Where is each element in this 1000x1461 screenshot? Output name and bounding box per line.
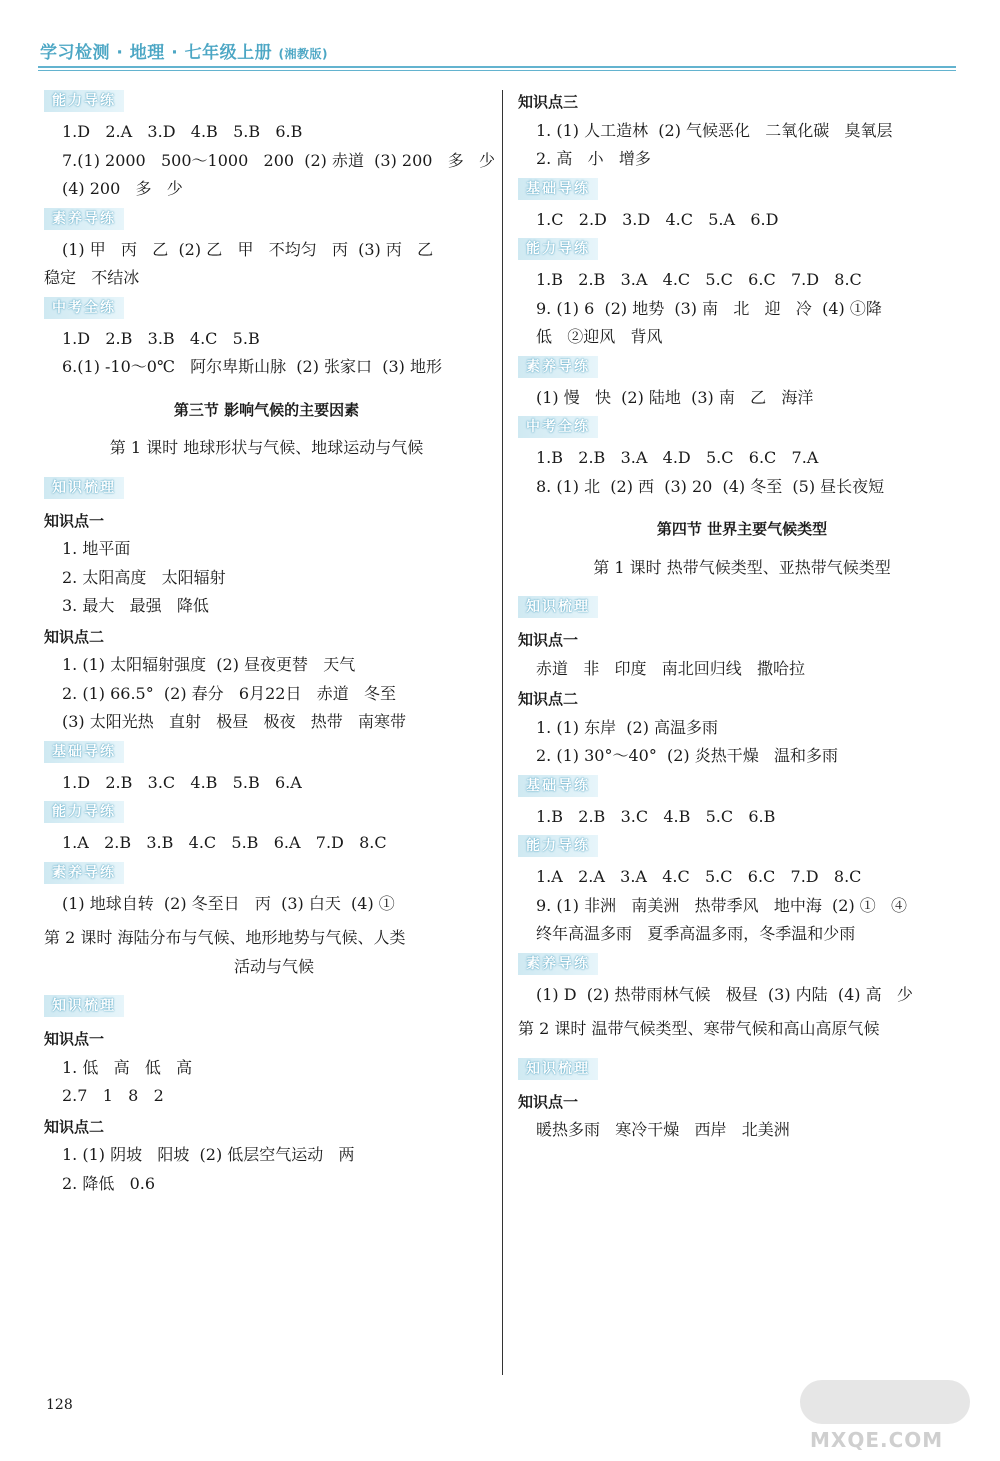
answer-line: 暖热多雨 寒冷干燥 西岸 北美洲 — [536, 1120, 790, 1139]
answer-line: 3. 最大 最强 降低 — [62, 596, 209, 615]
knowledge-point-heading: 知识点三 — [518, 93, 579, 111]
column-divider — [502, 90, 503, 1375]
answer-line: 1. 地平面 — [62, 539, 131, 558]
answer-line: (4) 200 多 少 — [62, 179, 183, 198]
knowledge-point-heading: 知识点二 — [518, 690, 579, 708]
section-tag: 素养导练 — [44, 862, 124, 884]
section-tag: 中考全练 — [518, 416, 598, 438]
section-tag: 素养导练 — [518, 953, 598, 975]
answer-line: 终年高温多雨 夏季高温多雨，冬季温和少雨 — [536, 924, 856, 943]
section-tag: 知识梳理 — [518, 1058, 598, 1080]
answer-line: 7.(1) 2000 500～1000 200 (2) 赤道 (3) 200 多 少 — [62, 150, 495, 170]
answer-line: (1) D (2) 热带雨林气候 极昼 (3) 内陆 (4) 高 少 — [536, 984, 913, 1004]
answer-line: 1. (1) 东岸 (2) 高温多雨 — [536, 717, 719, 737]
answer-line: 1. 低 高 低 高 — [62, 1057, 193, 1077]
header-edition: (湘教版) — [278, 47, 328, 61]
knowledge-point-heading: 知识点一 — [44, 1030, 105, 1048]
lesson-heading: 第 1 课时 地球形状与气候、地球运动与气候 — [109, 438, 424, 457]
answer-line: 赤道 非 印度 南北回归线 撒哈拉 — [536, 658, 806, 678]
answer-line: (3) 太阳光热 直射 极昼 极夜 热带 南寒带 — [62, 712, 407, 731]
running-header — [40, 38, 328, 63]
knowledge-point-heading: 知识点一 — [44, 511, 105, 530]
knowledge-point-heading: 知识点二 — [44, 1117, 105, 1136]
header-title: 学习检测 · 地理 · 七年级上册 — [40, 43, 273, 63]
answer-line: 2. 降低 0.6 — [62, 1173, 156, 1193]
right-column — [518, 86, 966, 1145]
answer-line: 1. (1) 人工造林 (2) 气候恶化 二氧化碳 臭氧层 — [536, 120, 893, 140]
answer-line: 1.B 2.B 3.C 4.B 5.C 6.B — [536, 806, 776, 826]
answer-line: 1.D 2.A 3.D 4.B 5.B 6.B — [62, 122, 303, 141]
lesson-heading-line: 第 2 课时 海陆分布与气候、地形地势与气候、人类 — [44, 928, 406, 947]
lesson-heading: 第 1 课时 热带气候类型、亚热带气候类型 — [593, 557, 891, 577]
section-tag: 知识梳理 — [44, 995, 124, 1017]
section-heading: 第四节 世界主要气候类型 — [656, 520, 828, 538]
section-tag: 基础导练 — [518, 775, 598, 797]
answer-line: 低 ②迎风 背风 — [536, 327, 663, 346]
answer-line: 6.(1) -10～0℃ 阿尔卑斯山脉 (2) 张家口 (3) 地形 — [62, 357, 442, 376]
lesson-heading: 第 2 课时 温带气候类型、寒带气候和高山高原气候 — [518, 1019, 880, 1038]
answer-line: 1. (1) 阴坡 阳坡 (2) 低层空气运动 两 — [62, 1145, 355, 1164]
watermark-text: MXQE.COM — [810, 1428, 944, 1452]
answer-line: 2. 高 小 增多 — [536, 149, 651, 168]
section-tag: 能力导练 — [44, 90, 124, 112]
answer-line: (1) 慢 快 (2) 陆地 (3) 南 乙 海洋 — [536, 387, 814, 407]
answer-line: 2. 太阳高度 太阳辐射 — [62, 567, 226, 587]
section-tag: 能力导练 — [44, 801, 124, 823]
answer-line: 稳定 不结冰 — [44, 268, 140, 287]
answer-line: 8. (1) 北 (2) 西 (3) 20 (4) 冬至 (5) 昼长夜短 — [536, 476, 885, 496]
answer-line: 1.B 2.B 3.A 4.C 5.C 6.C 7.D 8.C — [536, 270, 862, 289]
page-number: 128 — [46, 1397, 73, 1413]
answer-line: 2. (1) 30°～40° (2) 炎热干燥 温和多雨 — [536, 746, 839, 765]
knowledge-point-heading: 知识点一 — [518, 1092, 579, 1111]
answer-line: 1.D 2.B 3.C 4.B 5.B 6.A — [62, 772, 302, 792]
section-tag: 素养导练 — [518, 356, 598, 378]
knowledge-point-heading: 知识点二 — [44, 627, 105, 646]
knowledge-point-heading: 知识点一 — [518, 631, 579, 649]
section-heading: 第三节 影响气候的主要因素 — [173, 400, 360, 419]
answer-line: 2.7 1 8 2 — [62, 1086, 164, 1105]
answer-line: 1.B 2.B 3.A 4.D 5.C 6.C 7.A — [536, 448, 819, 467]
answer-line: 1. (1) 太阳辐射强度 (2) 昼夜更替 天气 — [62, 655, 356, 674]
section-tag: 知识梳理 — [518, 596, 598, 618]
watermark — [800, 1380, 970, 1460]
header-rule-thin — [38, 70, 956, 71]
section-tag: 基础导练 — [518, 178, 598, 200]
section-tag: 基础导练 — [44, 741, 124, 763]
answer-line: (1) 地球自转 (2) 冬至日 丙 (3) 白天 (4) ① — [62, 893, 395, 913]
answer-line: (1) 甲 丙 乙 (2) 乙 甲 不均匀 丙 (3) 丙 乙 — [62, 239, 434, 259]
watermark-logo-icon — [800, 1380, 970, 1424]
left-column — [44, 86, 495, 1198]
lesson-heading — [44, 924, 489, 981]
answer-line: 9. (1) 6 (2) 地势 (3) 南 北 迎 冷 (4) ①降 — [536, 298, 882, 318]
answer-line: 9. (1) 非洲 南美洲 热带季风 地中海 (2) ① ④ — [536, 895, 908, 915]
answer-line: 1.D 2.B 3.B 4.C 5.B — [62, 328, 260, 348]
lesson-heading-line: 活动与气候 — [234, 956, 315, 976]
answer-line: 1.A 2.B 3.B 4.C 5.B 6.A 7.D 8.C — [62, 833, 387, 852]
section-tag: 能力导练 — [518, 835, 598, 857]
section-tag: 能力导练 — [518, 238, 598, 260]
answer-line: 1.A 2.A 3.A 4.C 5.C 6.C 7.D 8.C — [536, 867, 862, 886]
section-tag: 中考全练 — [44, 297, 124, 319]
section-tag: 素养导练 — [44, 208, 124, 230]
answer-line: 1.C 2.D 3.D 4.C 5.A 6.D — [536, 209, 779, 229]
section-tag: 知识梳理 — [44, 477, 124, 499]
answer-line: 2. (1) 66.5° (2) 春分 6月22日 赤道 冬至 — [62, 683, 396, 703]
header-rule — [38, 66, 956, 68]
